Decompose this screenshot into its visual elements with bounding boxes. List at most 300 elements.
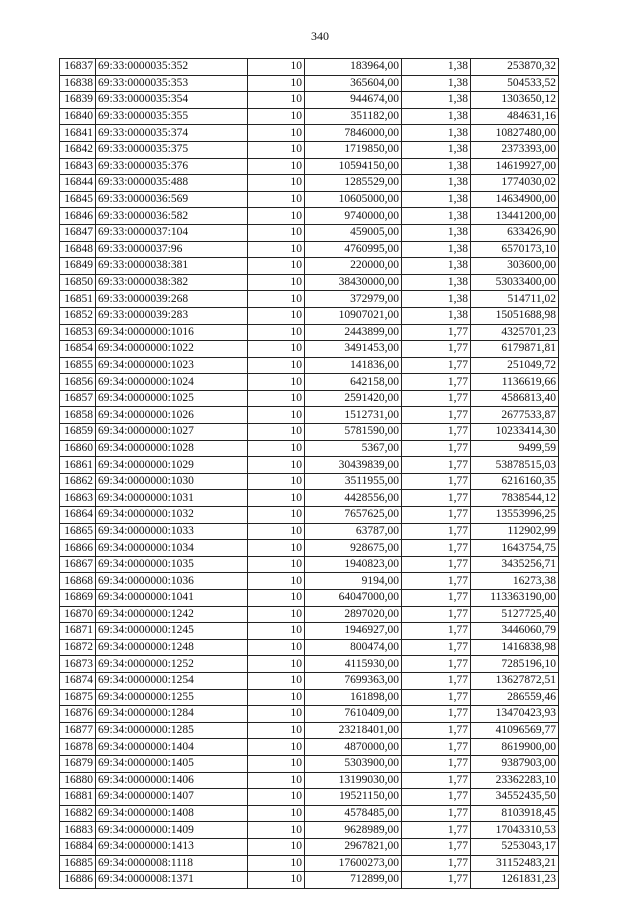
- rate-cell: 1,38: [402, 92, 471, 109]
- category-cell: 10: [248, 755, 305, 772]
- table-row: [60, 241, 559, 258]
- row-number-cell: 16868: [60, 573, 96, 590]
- category-cell: 10: [248, 440, 305, 457]
- cadastral-number-cell: 69:33:0000035:355: [96, 108, 248, 125]
- area-cell: 5367,00: [305, 440, 402, 457]
- cadastral-number-cell: 69:34:0000000:1024: [96, 374, 248, 391]
- value-cell: 1416838,98: [471, 639, 559, 656]
- area-cell: 23218401,00: [305, 722, 402, 739]
- area-cell: 928675,00: [305, 540, 402, 557]
- area-cell: 7657625,00: [305, 507, 402, 524]
- area-cell: 4115930,00: [305, 656, 402, 673]
- cadastral-number-cell: 69:34:0000000:1027: [96, 424, 248, 441]
- table-row: [60, 59, 559, 76]
- row-number-cell: 16873: [60, 656, 96, 673]
- cadastral-number-cell: 69:34:0000000:1022: [96, 341, 248, 358]
- cadastral-number-cell: 69:33:0000039:268: [96, 291, 248, 308]
- cadastral-number-cell: 69:34:0000000:1405: [96, 755, 248, 772]
- row-number-cell: 16846: [60, 208, 96, 225]
- rate-cell: 1,77: [402, 357, 471, 374]
- category-cell: 10: [248, 789, 305, 806]
- table-row: [60, 291, 559, 308]
- category-cell: 10: [248, 573, 305, 590]
- category-cell: 10: [248, 224, 305, 241]
- row-number-cell: 16883: [60, 822, 96, 839]
- table-row: [60, 341, 559, 358]
- row-number-cell: 16864: [60, 507, 96, 524]
- rate-cell: 1,38: [402, 125, 471, 142]
- area-cell: 3491453,00: [305, 341, 402, 358]
- row-number-cell: 16876: [60, 706, 96, 723]
- table-row: [60, 490, 559, 507]
- cadastral-number-cell: 69:34:0000000:1285: [96, 722, 248, 739]
- area-cell: 9194,00: [305, 573, 402, 590]
- table-row: [60, 706, 559, 723]
- cadastral-number-cell: 69:33:0000036:582: [96, 208, 248, 225]
- cadastral-number-cell: 69:34:0000000:1035: [96, 556, 248, 573]
- value-cell: 9499,59: [471, 440, 559, 457]
- data-table: [59, 58, 559, 889]
- category-cell: 10: [248, 689, 305, 706]
- area-cell: 13199030,00: [305, 772, 402, 789]
- value-cell: 14619927,00: [471, 158, 559, 175]
- value-cell: 1774030,02: [471, 175, 559, 192]
- area-cell: 800474,00: [305, 639, 402, 656]
- rate-cell: 1,77: [402, 573, 471, 590]
- category-cell: 10: [248, 540, 305, 557]
- area-cell: 5303900,00: [305, 755, 402, 772]
- table-row: [60, 573, 559, 590]
- rate-cell: 1,77: [402, 639, 471, 656]
- table-row: [60, 440, 559, 457]
- value-cell: 286559,46: [471, 689, 559, 706]
- row-number-cell: 16854: [60, 341, 96, 358]
- cadastral-number-cell: 69:34:0000000:1030: [96, 473, 248, 490]
- table-row: [60, 689, 559, 706]
- row-number-cell: 16879: [60, 755, 96, 772]
- area-cell: 4870000,00: [305, 739, 402, 756]
- value-cell: 4325701,23: [471, 324, 559, 341]
- area-cell: 1940823,00: [305, 556, 402, 573]
- cadastral-number-cell: 69:33:0000038:381: [96, 258, 248, 275]
- value-cell: 41096569,77: [471, 722, 559, 739]
- table-row: [60, 540, 559, 557]
- rate-cell: 1,38: [402, 224, 471, 241]
- rate-cell: 1,77: [402, 706, 471, 723]
- rate-cell: 1,38: [402, 158, 471, 175]
- value-cell: 504533,52: [471, 75, 559, 92]
- row-number-cell: 16852: [60, 307, 96, 324]
- rate-cell: 1,77: [402, 473, 471, 490]
- table-body: [60, 59, 559, 889]
- value-cell: 6216160,35: [471, 473, 559, 490]
- value-cell: 31152483,21: [471, 855, 559, 872]
- table-row: [60, 473, 559, 490]
- rate-cell: 1,77: [402, 341, 471, 358]
- table-row: [60, 407, 559, 424]
- area-cell: 365604,00: [305, 75, 402, 92]
- value-cell: 7285196,10: [471, 656, 559, 673]
- rate-cell: 1,77: [402, 656, 471, 673]
- value-cell: 113363190,00: [471, 590, 559, 607]
- cadastral-number-cell: 69:34:0000000:1029: [96, 457, 248, 474]
- area-cell: 10594150,00: [305, 158, 402, 175]
- value-cell: 1303650,12: [471, 92, 559, 109]
- category-cell: 10: [248, 739, 305, 756]
- row-number-cell: 16877: [60, 722, 96, 739]
- value-cell: 14634900,00: [471, 191, 559, 208]
- value-cell: 13470423,93: [471, 706, 559, 723]
- table-row: [60, 805, 559, 822]
- row-number-cell: 16855: [60, 357, 96, 374]
- area-cell: 183964,00: [305, 59, 402, 76]
- cadastral-number-cell: 69:33:0000035:354: [96, 92, 248, 109]
- row-number-cell: 16882: [60, 805, 96, 822]
- category-cell: 10: [248, 656, 305, 673]
- cadastral-number-cell: 69:34:0000000:1408: [96, 805, 248, 822]
- cadastral-number-cell: 69:34:0000000:1034: [96, 540, 248, 557]
- table-row: [60, 639, 559, 656]
- category-cell: 10: [248, 374, 305, 391]
- table-row: [60, 374, 559, 391]
- table-row: [60, 722, 559, 739]
- table-row: [60, 590, 559, 607]
- category-cell: 10: [248, 523, 305, 540]
- table-row: [60, 672, 559, 689]
- row-number-cell: 16880: [60, 772, 96, 789]
- area-cell: 351182,00: [305, 108, 402, 125]
- cadastral-number-cell: 69:34:0000000:1404: [96, 739, 248, 756]
- row-number-cell: 16866: [60, 540, 96, 557]
- table-row: [60, 872, 559, 889]
- category-cell: 10: [248, 473, 305, 490]
- category-cell: 10: [248, 407, 305, 424]
- area-cell: 4578485,00: [305, 805, 402, 822]
- cadastral-number-cell: 69:34:0000000:1254: [96, 672, 248, 689]
- category-cell: 10: [248, 639, 305, 656]
- table-row: [60, 125, 559, 142]
- cadastral-number-cell: 69:33:0000036:569: [96, 191, 248, 208]
- area-cell: 2967821,00: [305, 838, 402, 855]
- rate-cell: 1,77: [402, 374, 471, 391]
- row-number-cell: 16865: [60, 523, 96, 540]
- table-row: [60, 357, 559, 374]
- area-cell: 141836,00: [305, 357, 402, 374]
- row-number-cell: 16867: [60, 556, 96, 573]
- value-cell: 10233414,30: [471, 424, 559, 441]
- category-cell: 10: [248, 208, 305, 225]
- category-cell: 10: [248, 141, 305, 158]
- area-cell: 7610409,00: [305, 706, 402, 723]
- value-cell: 13627872,51: [471, 672, 559, 689]
- area-cell: 17600273,00: [305, 855, 402, 872]
- area-cell: 459005,00: [305, 224, 402, 241]
- row-number-cell: 16850: [60, 274, 96, 291]
- category-cell: 10: [248, 258, 305, 275]
- category-cell: 10: [248, 556, 305, 573]
- rate-cell: 1,77: [402, 523, 471, 540]
- rate-cell: 1,38: [402, 258, 471, 275]
- area-cell: 2443899,00: [305, 324, 402, 341]
- cadastral-number-cell: 69:33:0000038:382: [96, 274, 248, 291]
- cadastral-number-cell: 69:34:0000000:1016: [96, 324, 248, 341]
- row-number-cell: 16872: [60, 639, 96, 656]
- area-cell: 2591420,00: [305, 390, 402, 407]
- cadastral-number-cell: 69:33:0000039:283: [96, 307, 248, 324]
- category-cell: 10: [248, 805, 305, 822]
- value-cell: 13441200,00: [471, 208, 559, 225]
- cadastral-number-cell: 69:34:0000000:1406: [96, 772, 248, 789]
- cadastral-number-cell: 69:34:0000000:1413: [96, 838, 248, 855]
- rate-cell: 1,77: [402, 623, 471, 640]
- category-cell: 10: [248, 108, 305, 125]
- rate-cell: 1,77: [402, 457, 471, 474]
- area-cell: 64047000,00: [305, 590, 402, 607]
- value-cell: 4586813,40: [471, 390, 559, 407]
- rate-cell: 1,77: [402, 407, 471, 424]
- category-cell: 10: [248, 722, 305, 739]
- table-row: [60, 739, 559, 756]
- value-cell: 633426,90: [471, 224, 559, 241]
- category-cell: 10: [248, 623, 305, 640]
- category-cell: 10: [248, 672, 305, 689]
- rate-cell: 1,77: [402, 424, 471, 441]
- value-cell: 16273,38: [471, 573, 559, 590]
- row-number-cell: 16857: [60, 390, 96, 407]
- row-number-cell: 16871: [60, 623, 96, 640]
- category-cell: 10: [248, 822, 305, 839]
- row-number-cell: 16845: [60, 191, 96, 208]
- cadastral-number-cell: 69:33:0000035:375: [96, 141, 248, 158]
- rate-cell: 1,77: [402, 672, 471, 689]
- cadastral-number-cell: 69:33:0000035:352: [96, 59, 248, 76]
- area-cell: 7699363,00: [305, 672, 402, 689]
- value-cell: 3435256,71: [471, 556, 559, 573]
- value-cell: 1136619,66: [471, 374, 559, 391]
- area-cell: 2897020,00: [305, 606, 402, 623]
- cadastral-number-cell: 69:34:0000000:1026: [96, 407, 248, 424]
- cadastral-number-cell: 69:34:0000000:1033: [96, 523, 248, 540]
- table-row: [60, 92, 559, 109]
- value-cell: 253870,32: [471, 59, 559, 76]
- category-cell: 10: [248, 457, 305, 474]
- value-cell: 484631,16: [471, 108, 559, 125]
- category-cell: 10: [248, 175, 305, 192]
- value-cell: 303600,00: [471, 258, 559, 275]
- rate-cell: 1,77: [402, 838, 471, 855]
- area-cell: 1946927,00: [305, 623, 402, 640]
- row-number-cell: 16851: [60, 291, 96, 308]
- area-cell: 1512731,00: [305, 407, 402, 424]
- row-number-cell: 16874: [60, 672, 96, 689]
- area-cell: 10605000,00: [305, 191, 402, 208]
- page-number: 340: [311, 29, 329, 43]
- rate-cell: 1,77: [402, 440, 471, 457]
- table-row: [60, 507, 559, 524]
- row-number-cell: 16840: [60, 108, 96, 125]
- row-number-cell: 16856: [60, 374, 96, 391]
- area-cell: 38430000,00: [305, 274, 402, 291]
- table-row: [60, 191, 559, 208]
- rate-cell: 1,77: [402, 689, 471, 706]
- table-row: [60, 623, 559, 640]
- value-cell: 10827480,00: [471, 125, 559, 142]
- cadastral-number-cell: 69:34:0000008:1118: [96, 855, 248, 872]
- value-cell: 9387903,00: [471, 755, 559, 772]
- value-cell: 7838544,12: [471, 490, 559, 507]
- rate-cell: 1,38: [402, 274, 471, 291]
- category-cell: 10: [248, 191, 305, 208]
- table-row: [60, 258, 559, 275]
- category-cell: 10: [248, 424, 305, 441]
- row-number-cell: 16861: [60, 457, 96, 474]
- area-cell: 220000,00: [305, 258, 402, 275]
- rate-cell: 1,77: [402, 772, 471, 789]
- cadastral-number-cell: 69:34:0000000:1252: [96, 656, 248, 673]
- value-cell: 17043310,53: [471, 822, 559, 839]
- value-cell: 15051688,98: [471, 307, 559, 324]
- rate-cell: 1,77: [402, 556, 471, 573]
- cadastral-number-cell: 69:34:0000000:1284: [96, 706, 248, 723]
- area-cell: 5781590,00: [305, 424, 402, 441]
- category-cell: 10: [248, 59, 305, 76]
- category-cell: 10: [248, 606, 305, 623]
- rate-cell: 1,77: [402, 507, 471, 524]
- row-number-cell: 16862: [60, 473, 96, 490]
- table-row: [60, 789, 559, 806]
- table-row: [60, 208, 559, 225]
- area-cell: 712899,00: [305, 872, 402, 889]
- row-number-cell: 16884: [60, 838, 96, 855]
- table-row: [60, 822, 559, 839]
- area-cell: 372979,00: [305, 291, 402, 308]
- table-row: [60, 772, 559, 789]
- area-cell: 642158,00: [305, 374, 402, 391]
- cadastral-number-cell: 69:34:0000000:1031: [96, 490, 248, 507]
- row-number-cell: 16848: [60, 241, 96, 258]
- category-cell: 10: [248, 291, 305, 308]
- rate-cell: 1,77: [402, 822, 471, 839]
- area-cell: 9628989,00: [305, 822, 402, 839]
- value-cell: 1643754,75: [471, 540, 559, 557]
- rate-cell: 1,38: [402, 75, 471, 92]
- row-number-cell: 16881: [60, 789, 96, 806]
- rate-cell: 1,77: [402, 606, 471, 623]
- cadastral-number-cell: 69:34:0000000:1409: [96, 822, 248, 839]
- table-row: [60, 523, 559, 540]
- value-cell: 53033400,00: [471, 274, 559, 291]
- table-row: [60, 307, 559, 324]
- category-cell: 10: [248, 341, 305, 358]
- rate-cell: 1,77: [402, 755, 471, 772]
- cadastral-number-cell: 69:34:0000000:1023: [96, 357, 248, 374]
- category-cell: 10: [248, 75, 305, 92]
- rate-cell: 1,38: [402, 208, 471, 225]
- value-cell: 2677533,87: [471, 407, 559, 424]
- value-cell: 23362283,10: [471, 772, 559, 789]
- table-row: [60, 224, 559, 241]
- rate-cell: 1,38: [402, 307, 471, 324]
- category-cell: 10: [248, 507, 305, 524]
- category-cell: 10: [248, 307, 305, 324]
- table-row: [60, 656, 559, 673]
- cadastral-number-cell: 69:34:0000000:1041: [96, 590, 248, 607]
- rate-cell: 1,77: [402, 390, 471, 407]
- rate-cell: 1,77: [402, 590, 471, 607]
- row-number-cell: 16859: [60, 424, 96, 441]
- area-cell: 944674,00: [305, 92, 402, 109]
- row-number-cell: 16841: [60, 125, 96, 142]
- row-number-cell: 16842: [60, 141, 96, 158]
- category-cell: 10: [248, 274, 305, 291]
- category-cell: 10: [248, 855, 305, 872]
- area-cell: 30439839,00: [305, 457, 402, 474]
- row-number-cell: 16885: [60, 855, 96, 872]
- row-number-cell: 16839: [60, 92, 96, 109]
- cadastral-number-cell: 69:34:0000000:1036: [96, 573, 248, 590]
- category-cell: 10: [248, 92, 305, 109]
- value-cell: 13553996,25: [471, 507, 559, 524]
- area-cell: 4428556,00: [305, 490, 402, 507]
- row-number-cell: 16847: [60, 224, 96, 241]
- area-cell: 3511955,00: [305, 473, 402, 490]
- table-row: [60, 457, 559, 474]
- cadastral-number-cell: 69:34:0000000:1407: [96, 789, 248, 806]
- area-cell: 10907021,00: [305, 307, 402, 324]
- cadastral-number-cell: 69:34:0000000:1245: [96, 623, 248, 640]
- value-cell: 6570173,10: [471, 241, 559, 258]
- rate-cell: 1,77: [402, 855, 471, 872]
- table-row: [60, 556, 559, 573]
- cadastral-number-cell: 69:33:0000037:96: [96, 241, 248, 258]
- rate-cell: 1,38: [402, 141, 471, 158]
- table-row: [60, 175, 559, 192]
- category-cell: 10: [248, 872, 305, 889]
- row-number-cell: 16858: [60, 407, 96, 424]
- value-cell: 6179871,81: [471, 341, 559, 358]
- value-cell: 34552435,50: [471, 789, 559, 806]
- category-cell: 10: [248, 590, 305, 607]
- cadastral-number-cell: 69:34:0000008:1371: [96, 872, 248, 889]
- table-row: [60, 606, 559, 623]
- value-cell: 8103918,45: [471, 805, 559, 822]
- row-number-cell: 16869: [60, 590, 96, 607]
- area-cell: 63787,00: [305, 523, 402, 540]
- table-row: [60, 855, 559, 872]
- rate-cell: 1,38: [402, 108, 471, 125]
- category-cell: 10: [248, 158, 305, 175]
- row-number-cell: 16860: [60, 440, 96, 457]
- value-cell: 3446060,79: [471, 623, 559, 640]
- cadastral-number-cell: 69:33:0000035:376: [96, 158, 248, 175]
- row-number-cell: 16886: [60, 872, 96, 889]
- category-cell: 10: [248, 324, 305, 341]
- cadastral-number-cell: 69:33:0000035:353: [96, 75, 248, 92]
- row-number-cell: 16838: [60, 75, 96, 92]
- row-number-cell: 16844: [60, 175, 96, 192]
- table-row: [60, 158, 559, 175]
- rate-cell: 1,38: [402, 291, 471, 308]
- value-cell: 5253043,17: [471, 838, 559, 855]
- rate-cell: 1,77: [402, 872, 471, 889]
- cadastral-number-cell: 69:33:0000035:374: [96, 125, 248, 142]
- category-cell: 10: [248, 241, 305, 258]
- area-cell: 4760995,00: [305, 241, 402, 258]
- rate-cell: 1,77: [402, 722, 471, 739]
- category-cell: 10: [248, 357, 305, 374]
- table-row: [60, 75, 559, 92]
- row-number-cell: 16870: [60, 606, 96, 623]
